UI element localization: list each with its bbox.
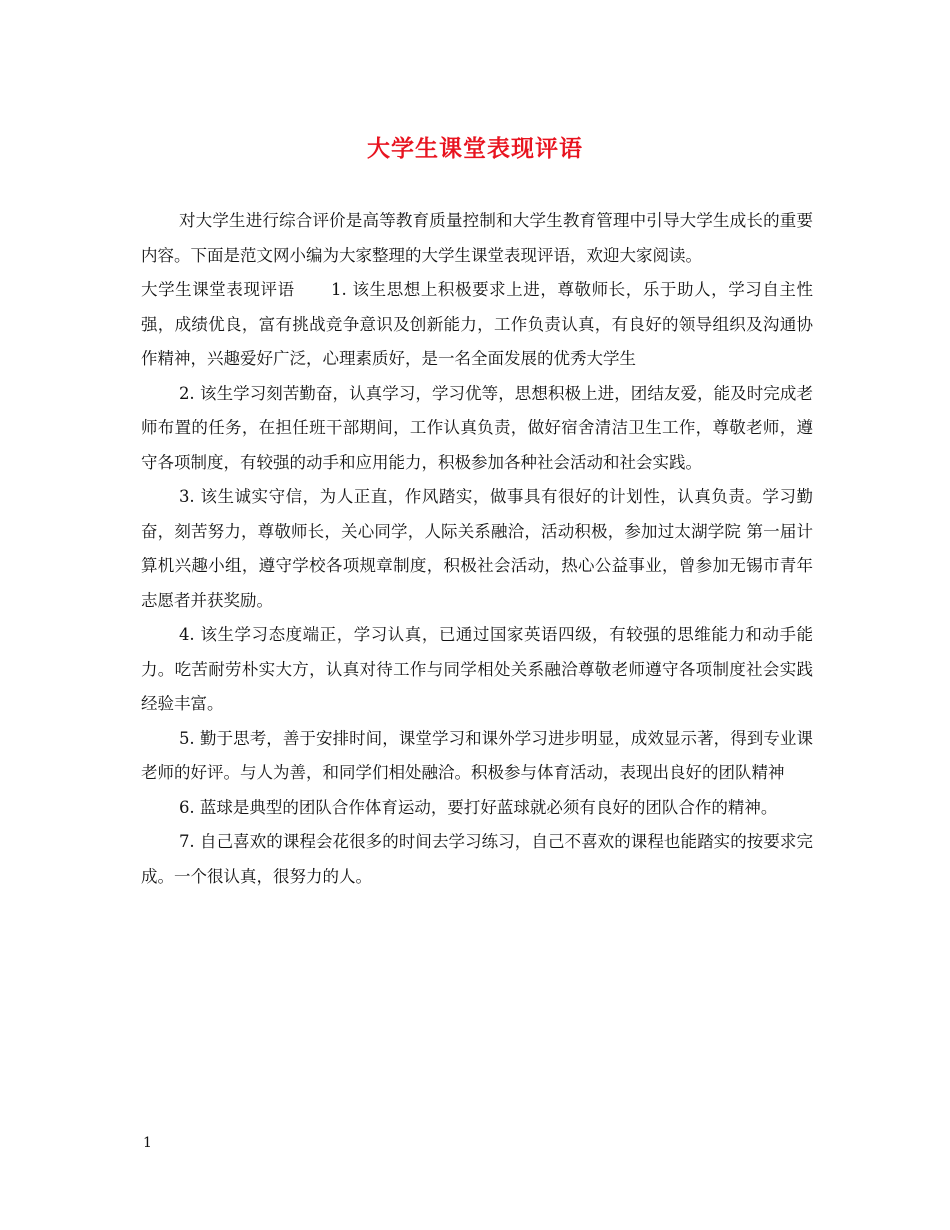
document-title: 大学生课堂表现评语 xyxy=(367,135,583,162)
item-paragraph-4: 4. 该生学习态度端正，学习认真，已通过国家英语四级，有较强的思维能力和动手能力。吃苦耐劳朴实大方，认真对待工作与同学相处关系融洽尊敬老师遵守各项制度社会实践经验丰富。 xyxy=(141,625,813,713)
page-number: 1 xyxy=(143,1135,152,1151)
item-text-1: 1. 该生思想上积极要求上进，尊敬师长，乐于助人，学习自主性强，成绩优良，富有挑战竞争意识及创新能力，工作负责认真，有良好的领导组织及沟通协作精神，兴趣爱好广泛，心理素质好，是一名全面发展的优秀大学生 xyxy=(141,280,813,368)
item-paragraph-6: 6. 蓝球是典型的团队合作体育运动，要打好蓝球就必须有良好的团队合作的精神。 xyxy=(178,797,778,817)
item-paragraph-7: 7. 自己喜欢的课程会花很多的时间去学习练习，自己不喜欢的课程也能踏实的按要求完成。一个很认真，很努力的人。 xyxy=(141,832,813,886)
document-body xyxy=(141,204,813,894)
item-paragraph-5: 5. 勤于思考，善于安排时间，课堂学习和课外学习进步明显，成效显示著，得到专业课老师的好评。与人为善，和同学们相处融洽。积极参与体育活动，表现出良好的团队精神 xyxy=(141,728,813,782)
item-paragraph-2: 2. 该生学习刻苦勤奋，认真学习，学习优等，思想积极上进，团结友爱，能及时完成老师布置的任务，在担任班干部期间，工作认真负责，做好宿舍清洁卫生工作，尊敬老师，遵守各项制度，有较强的动手和应用能力，积极参加各种社会活动和社会实践。 xyxy=(141,383,813,472)
intro-paragraph: 对大学生进行综合评价是高等教育质量控制和大学生教育管理中引导大学生成长的重要内容。下面是范文网小编为大家整理的大学生课堂表现评语，欢迎大家阅读。 xyxy=(141,211,813,265)
item-paragraph-3: 3. 该生诚实守信，为人正直，作风踏实，做事具有很好的计划性，认真负责。学习勤奋，刻苦努力，尊敬师长，关心同学，人际关系融洽，活动积极，参加过太湖学院 第一届计算机兴趣小组，遵守学校各项规章制度，积极社会活动，热心公益事业，曾参加无锡市青年志愿者并获奖励。 xyxy=(141,487,813,610)
item-paragraph-1 xyxy=(141,273,813,377)
section-label: 大学生课堂表现评语 xyxy=(141,280,295,299)
